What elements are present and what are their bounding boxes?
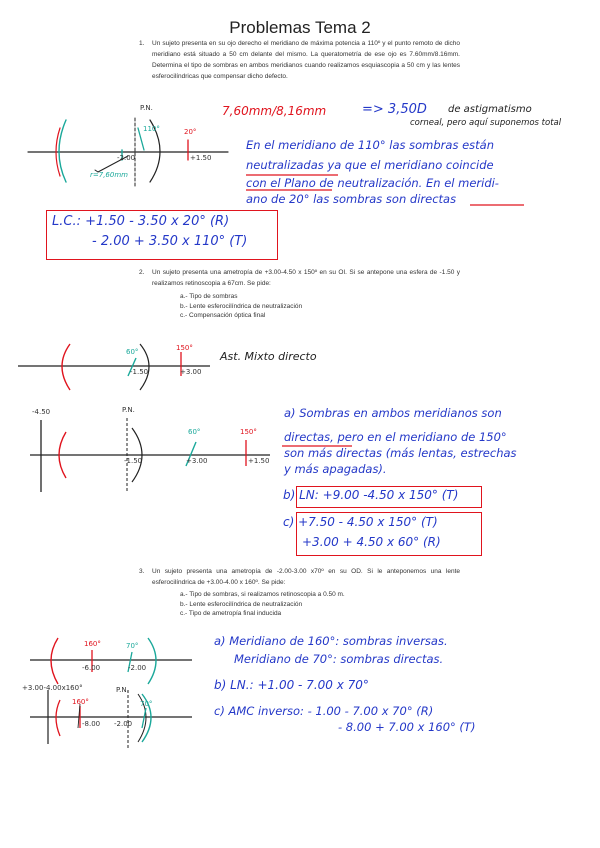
hw-p2-a3: son más directas (más lentas, estrechas — [284, 446, 517, 460]
diagram-label-20: 20° — [184, 128, 197, 136]
hw-p3-c2: - 8.00 + 7.00 x 160° (T) — [338, 720, 476, 734]
diagram-label-radius: r=7,60mm — [90, 171, 128, 179]
hw-p1-line4: ano de 20° las sombras son directas — [246, 192, 457, 206]
problem-2-items — [180, 292, 302, 321]
hw-lc-line2: - 2.00 + 3.50 x 110° (T) — [92, 234, 248, 249]
hw-astig-label: de astigmatismo — [448, 104, 532, 115]
hw-p3-a1: a) Meridiano de 160°: sombras inversas. — [214, 634, 448, 648]
problem-number: 3. — [139, 568, 145, 575]
hw-astig-mixto: Ast. Mixto directo — [220, 350, 317, 363]
problem-item: b.- Lente esferocilíndrica de neutralización — [180, 302, 303, 310]
diagram-label-m150: -1.50 — [130, 368, 149, 376]
hw-astig-note: corneal, pero aquí suponemos total — [410, 118, 562, 128]
diagram-label-110: 110° — [143, 125, 160, 133]
hw-p2-c1: c) +7.50 - 4.50 x 150° (T) — [283, 515, 438, 529]
diagram-label-150c: +1.50 — [248, 457, 270, 465]
diagram-label-160: 160° — [84, 640, 101, 648]
hw-p2-a4: y más apagadas). — [284, 462, 387, 476]
diagram-label-m200: -2.00 — [117, 154, 136, 162]
diagram-label-60b: 60° — [188, 428, 201, 436]
problem-item: c.- Tipo de ametropía final inducida — [180, 610, 282, 617]
problem-item: c.- Compensación óptica final — [180, 312, 266, 319]
diagram-label-m200c: -2.00 — [114, 720, 133, 728]
diagram-label-70: 70° — [126, 642, 139, 650]
hw-lc-line1: L.C.: +1.50 - 3.50 x 20° (R) — [52, 214, 230, 229]
problem-number: 1. — [139, 40, 145, 47]
hw-p3-b: b) LN.: +1.00 - 7.00 x 70° — [214, 678, 369, 692]
diagram-label-pn: P.N. — [140, 104, 153, 112]
diagram-label-pn-2: P.N. — [122, 406, 135, 414]
problem-item: a.- Tipo de sombras — [180, 293, 238, 300]
hw-p1-line3: con el Plano de neutralización. En el meridi- — [246, 176, 499, 190]
diagram-label-lens: +3.00-4.00x160° — [22, 684, 83, 692]
problem-number: 2. — [139, 269, 145, 276]
diagram-label-60: 60° — [126, 348, 139, 356]
diagram-label-150b: 150° — [240, 428, 257, 436]
diagram-label-m450: -4.50 — [32, 408, 51, 416]
problem-item: b.- Lente esferocilíndrica de neutralización — [180, 600, 303, 608]
diagram-label-70b: 70° — [140, 700, 153, 708]
problem-statement: Un sujeto presenta una ametropía de -2.00-3.00 x70º en su OD. Si le anteponemos una lente esferocilíndrica de +3.00-4.00 x 160º. Se pide: — [152, 568, 460, 586]
problem-statement: Un sujeto presenta una ametropía de +3.00-4.50 x 150º en su OI. Si se antepone una esfera de -1.50 y realizamos retinoscopia a 67cm. Se pide: — [152, 269, 460, 287]
diagram-5 — [30, 690, 192, 748]
hw-keratometry: 7,60mm/8,16mm — [222, 104, 327, 118]
hw-p3-a2: Meridiano de 70°: sombras directas. — [234, 652, 444, 666]
problem-2 — [139, 267, 460, 289]
diagram-1 — [28, 118, 228, 188]
hw-p2-a2: directas, pero en el meridiano de 150° — [284, 430, 507, 444]
problem-item: a.- Tipo de sombras, si realizamos retinoscopia a 0.50 m. — [180, 591, 345, 598]
hw-p2-c2: +3.00 + 4.50 x 60° (R) — [302, 535, 441, 549]
problem-statement: Un sujeto presenta en su ojo derecho el meridiano de máxima potencia a 110º y el punto remoto de dicho meridiano está situado a 50 cm delante del mismo. La queratometría de ese ojo es 7.60mm/8.16mm. Determina el tipo de sombras en ambos meridianos cuando realizamos esquiascopia a 50 cm y las lentes esferocilíndricas que compensar dicho defecto. — [152, 40, 460, 80]
diagram-label-300: +3.00 — [180, 368, 202, 376]
hw-p2-b: b) LN: +9.00 -4.50 x 150° (T) — [283, 488, 459, 502]
hw-p1-line1: En el meridiano de 110° las sombras están — [246, 138, 494, 152]
diagram-label-pn-3: P.N. — [116, 686, 129, 694]
diagram-label-150deg: 150° — [176, 344, 193, 352]
diagram-label-m200b: -2.00 — [128, 664, 147, 672]
diagram-4 — [30, 638, 192, 684]
hw-p3-c1: c) AMC inverso: - 1.00 - 7.00 x 70° (R) — [214, 704, 434, 718]
diagram-label-m150b: -1.50 — [124, 457, 143, 465]
diagram-label-m600: -6.00 — [82, 664, 101, 672]
diagram-3 — [30, 418, 270, 492]
hw-astig-value: => 3,50D — [362, 102, 427, 117]
problem-3 — [139, 566, 460, 588]
diagram-label-m800: -8.00 — [82, 720, 101, 728]
diagram-label-300b: +3.00 — [186, 457, 208, 465]
diagram-label-150: +1.50 — [190, 154, 212, 162]
problem-3-items — [180, 590, 345, 619]
page-title: Problemas Tema 2 — [229, 18, 371, 37]
hw-p1-line2: neutralizadas ya que el meridiano coincide — [246, 158, 494, 172]
hw-p2-a1: a) Sombras en ambos meridianos son — [284, 406, 502, 420]
diagram-label-160b: 160° — [72, 698, 89, 706]
